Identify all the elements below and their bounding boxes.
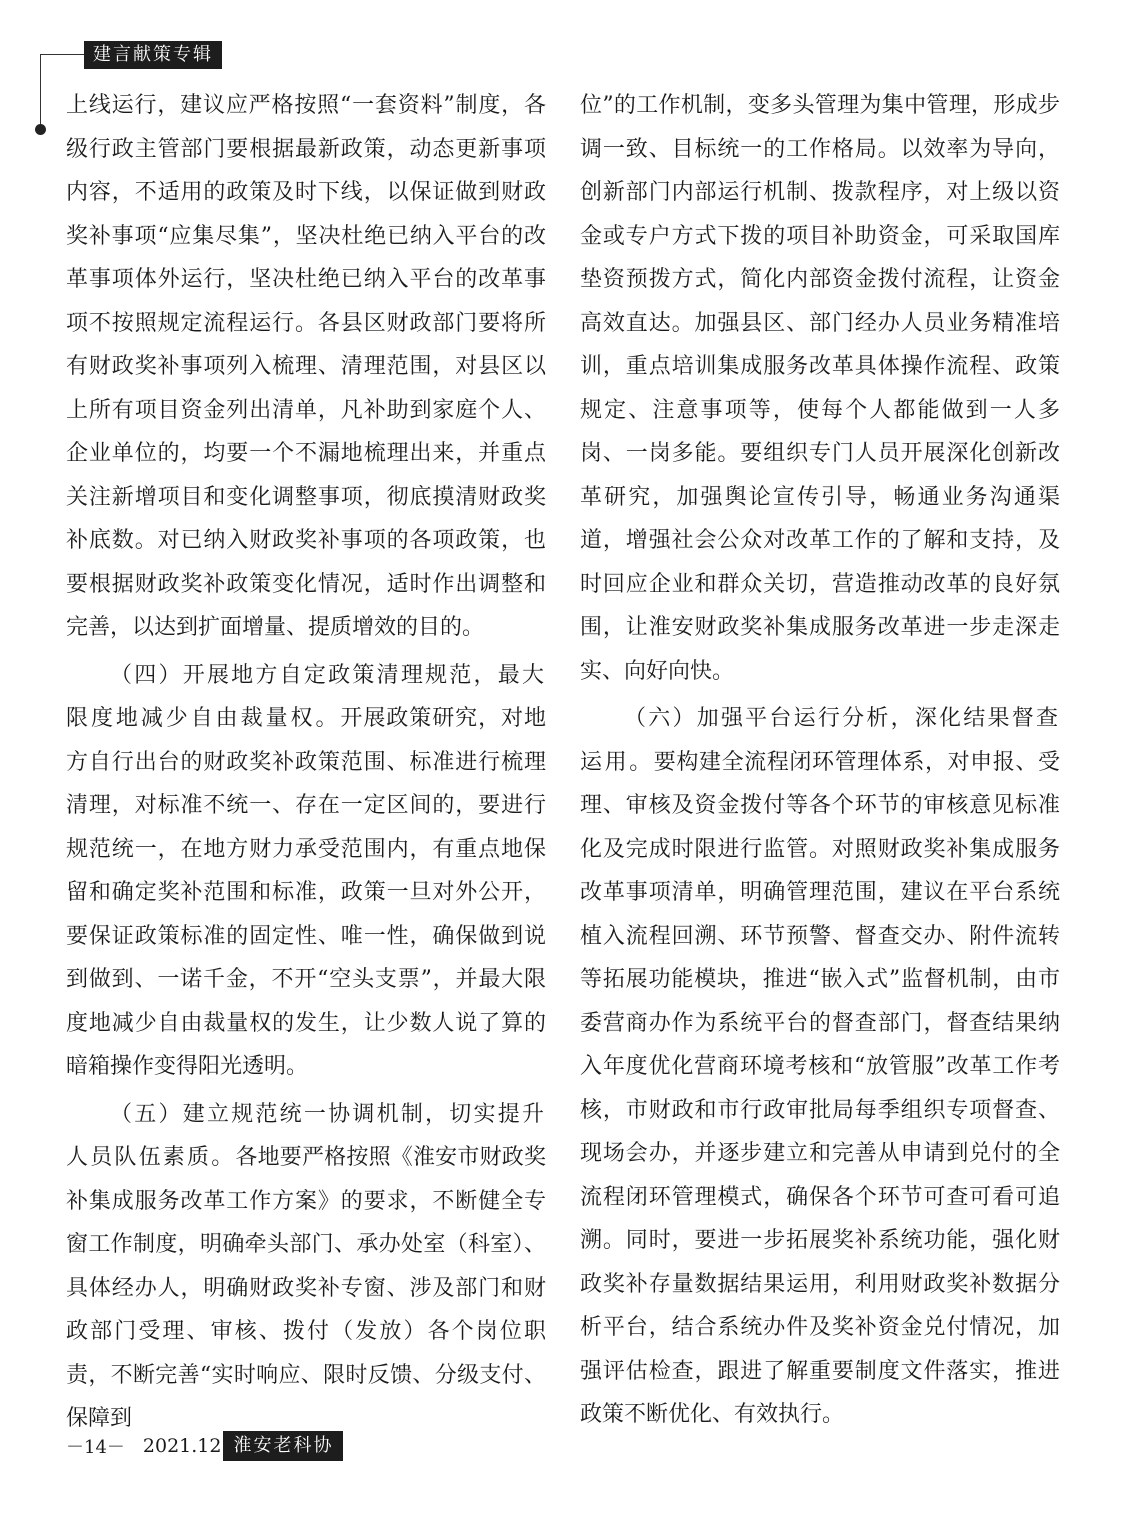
paragraph-body: 要构建全流程闭环管理体系，对申报、受理、审核及资金拨付等各个环节的审核意见标准化及完成时限进行监管。对照财政奖补集成服务改革事项清单，明确管理范围，建议在平台系统植入流程回溯、环节预警、督查交办、附件流转等拓展功能模块，推进“嵌入式”监督机制，由市委营商办作为系统平台的督查部门，督查结果纳入年度优化营商环境考核和“放管服”改革工作考核，市财政和市行政审批局每季组织专项督查、现场会办，并逐步建立和完善从申请到兑付的全流程闭环管理模式，确保各个环节可查可看可追溯。同时，要进一步拓展奖补系统功能，强化财政奖补存量数据结果运用，利用财政奖补数据分析平台，结合系统办件及奖补资金兑付情况，加强评估检查，跟进了解重要制度文件落实，推进政策不断优化、有效执行。	[580, 749, 1060, 1427]
subsection-heading: （五）建立规范统一协调机制，切实提升人员队伍素质。	[66, 1101, 546, 1170]
subsection-heading: （六）加强平台运行分析，深化结果督查运用。	[580, 706, 1060, 775]
issue-date: 2021.12	[142, 1435, 222, 1457]
page-number: －14－	[66, 1437, 125, 1458]
paragraph	[66, 1093, 546, 1441]
right-column	[580, 84, 1060, 1437]
header-bullet-dot	[35, 124, 46, 135]
journal-name: 淮安老科协	[223, 1431, 343, 1461]
header-rule-vertical	[40, 54, 41, 130]
left-column	[66, 84, 546, 1441]
paragraph-body: 开展政策研究，对地方自行出台的财政奖补政策范围、标准进行梳理清理，对标准不统一、存在一定区间的，要进行规范统一，在地方财力承受范围内，有重点地保留和确定奖补范围和标准，政策一旦对外公开，要保证政策标准的固定性、唯一性，确保做到说到做到、一诺千金，不开“空头支票”，并最大限度地减少自由裁量权的发生，让少数人说了算的暗箱操作变得阳光透明。	[66, 706, 546, 1079]
paragraph: 位”的工作机制，变多头管理为集中管理，形成步调一致、目标统一的工作格局。以效率为导向，创新部门内部运行机制、拨款程序，对上级以资金或专户方式下拨的项目补助资金，可采取国库垫资预拨方式，简化内部资金拨付流程，让资金高效直达。加强县区、部门经办人员业务精准培训，重点培训集成服务改革具体操作流程、政策规定、注意事项等，使每个人都能做到一人多岗、一岗多能。要组织专门人员开展深化创新改革研究，加强舆论宣传引导，畅通业务沟通渠道，增强社会公众对改革工作的了解和支持，及时回应企业和群众关切，营造推动改革的良好氛围，让淮安财政奖补集成服务改革进一步走深走实、向好向快。	[580, 93, 1060, 684]
paragraph	[580, 697, 1060, 1437]
paragraph	[66, 654, 546, 1089]
page-footer	[66, 1430, 343, 1462]
paragraph-body: 各地要严格按照《淮安市财政奖补集成服务改革工作方案》的要求，不断健全专窗工作制度，明确牵头部门、承办处室（科室）、具体经办人，明确财政奖补专窗、涉及部门和财政部门受理、审核、拨付（发放）各个岗位职责，不断完善“实时响应、限时反馈、分级支付、保障到	[66, 1145, 546, 1431]
paragraph: 上线运行，建议应严格按照“一套资料”制度，各级行政主管部门要根据最新政策，动态更新事项内容，不适用的政策及时下线，以保证做到财政奖补事项“应集尽集”，坚决杜绝已纳入平台的改革事项体外运行，坚决杜绝已纳入平台的改革事项不按照规定流程运行。各县区财政部门要将所有财政奖补事项列入梳理、清理范围，对县区以上所有项目资金列出清单，凡补助到家庭个人、企业单位的，均要一个不漏地梳理出来，并重点关注新增项目和变化调整事项，彻底摸清财政奖补底数。对已纳入财政奖补事项的各项政策，也要根据财政奖补政策变化情况，适时作出调整和完善，以达到扩面增量、提质增效的目的。	[66, 93, 546, 640]
subsection-heading: （四）开展地方自定政策清理规范，最大限度地减少自由裁量权。	[66, 662, 546, 731]
section-title: 建言献策专辑	[84, 41, 222, 69]
header-rule-horizontal	[40, 54, 84, 55]
